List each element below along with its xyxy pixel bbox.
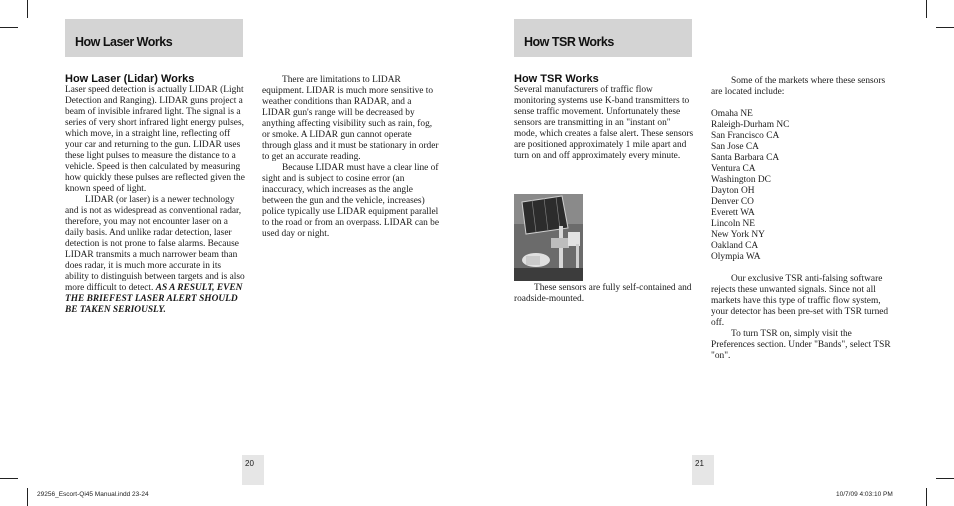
crop-mark <box>27 0 28 18</box>
crop-mark <box>936 27 954 28</box>
crop-mark <box>0 27 18 28</box>
left-banner <box>65 19 243 57</box>
list-item: Dayton OH <box>711 186 755 196</box>
photo-caption <box>514 283 694 305</box>
list-item: New York NY <box>711 230 765 240</box>
left-column-2 <box>262 75 442 240</box>
markets-list <box>711 109 893 263</box>
list-item: Everett WA <box>711 208 755 218</box>
list-item: Raleigh-Durham NC <box>711 120 790 130</box>
left-column-1 <box>65 85 245 316</box>
paragraph: Because LIDAR must have a clear line of sight and is subject to cosine error (an inaccuracy, which increases as the angle between the gun and the vehicle, increases) police typically use LIDAR equipment parallel to the road or from an overpass. LIDAR can be used day or night. <box>262 163 440 239</box>
paragraph: Our exclusive TSR anti-falsing software rejects these unwanted signals. Since not all markets have this type of traffic flow system, your detector has been pre-set with TSR turned off. <box>711 274 889 328</box>
paragraph: Laser speed detection is actually LIDAR (Light Detection and Ranging). LIDAR guns project a beam of invisible infrared light. The signal is a series of very short infrared light energy pulses, which move, in a straight line, reflecting off your car and returning to the gun. LIDAR uses these light pulses to measure the distance to a vehicle. Speed is then calculated by measuring how quickly these pulses are reflected given the known speed of light. <box>65 85 245 194</box>
list-item: Washington DC <box>711 175 771 185</box>
list-item: San Francisco CA <box>711 131 780 141</box>
crop-mark <box>926 0 927 18</box>
paragraph: To turn TSR on, simply visit the Preferences section. Under "Bands", select TSR "on". <box>711 329 891 361</box>
warning-text: AS A RESULT, EVEN THE BRIEFEST LASER ALERT SHOULD BE TAKEN SERIOUSLY. <box>65 283 243 315</box>
right-banner-title: How TSR Works <box>524 35 614 49</box>
paragraph: LIDAR (or laser) is a newer technology and is not as widespread as conventional radar, therefore, you may not encounter laser on a daily basis. And unlike radar detection, laser detection is not prone to false alarms. Because LIDAR transmits a much narrower beam than does radar, it is much more accurate in its ability to distinguish between targets and is also more difficult to detect. <box>65 195 245 293</box>
crop-mark <box>27 488 28 506</box>
left-section-heading: How Laser (Lidar) Works <box>65 73 195 85</box>
page-number: 21 <box>695 459 704 468</box>
list-item: Denver CO <box>711 197 754 207</box>
spacer <box>711 98 893 109</box>
crop-mark <box>0 478 18 479</box>
list-item: Oakland CA <box>711 241 759 251</box>
page-number: 20 <box>245 459 254 468</box>
right-banner <box>514 19 692 57</box>
right-column-2 <box>711 76 893 362</box>
spacer <box>711 263 893 274</box>
list-item: Ventura CA <box>711 164 756 174</box>
left-banner-title: How Laser Works <box>75 35 173 49</box>
right-section-heading: How TSR Works <box>514 73 599 85</box>
list-item: Olympia WA <box>711 252 761 262</box>
traffic-sensor-photo <box>514 194 583 281</box>
list-item: Lincoln NE <box>711 219 756 229</box>
file-slug: 29256_Escort-Qi45 Manual.indd 23-24 <box>37 491 149 498</box>
paragraph: Several manufacturers of traffic flow monitoring systems use K-band transmitters to sense traffic movement. Unfortunately these sensors are transmitting in an "instant on" mode, which creates a false alert. These sensors are positioned approximately 1 mile apart and turn on and off approximately every minute. <box>514 85 694 161</box>
list-item: Omaha NE <box>711 109 753 119</box>
caption-text: These sensors are fully self-contained and roadside-mounted. <box>514 283 692 304</box>
right-column-1 <box>514 85 694 162</box>
print-timestamp: 10/7/09 4:03:10 PM <box>836 491 893 498</box>
list-item: Santa Barbara CA <box>711 153 780 163</box>
paragraph-with-warning <box>65 195 245 316</box>
page-number-box <box>692 455 714 485</box>
page-number-box <box>242 455 264 485</box>
crop-mark <box>936 478 954 479</box>
list-item: San Jose CA <box>711 142 759 152</box>
paragraph: There are limitations to LIDAR equipment. LIDAR is much more sensitive to weather conditions than RADAR, and a LIDAR gun's range will be decreased by anything affecting visibility such as rain, fog, or smoke. A LIDAR gun cannot operate through glass and it must be stationary in order to get an accurate reading. <box>262 75 439 162</box>
crop-mark <box>926 488 927 506</box>
paragraph: Some of the markets where these sensors are located include: <box>711 76 886 97</box>
